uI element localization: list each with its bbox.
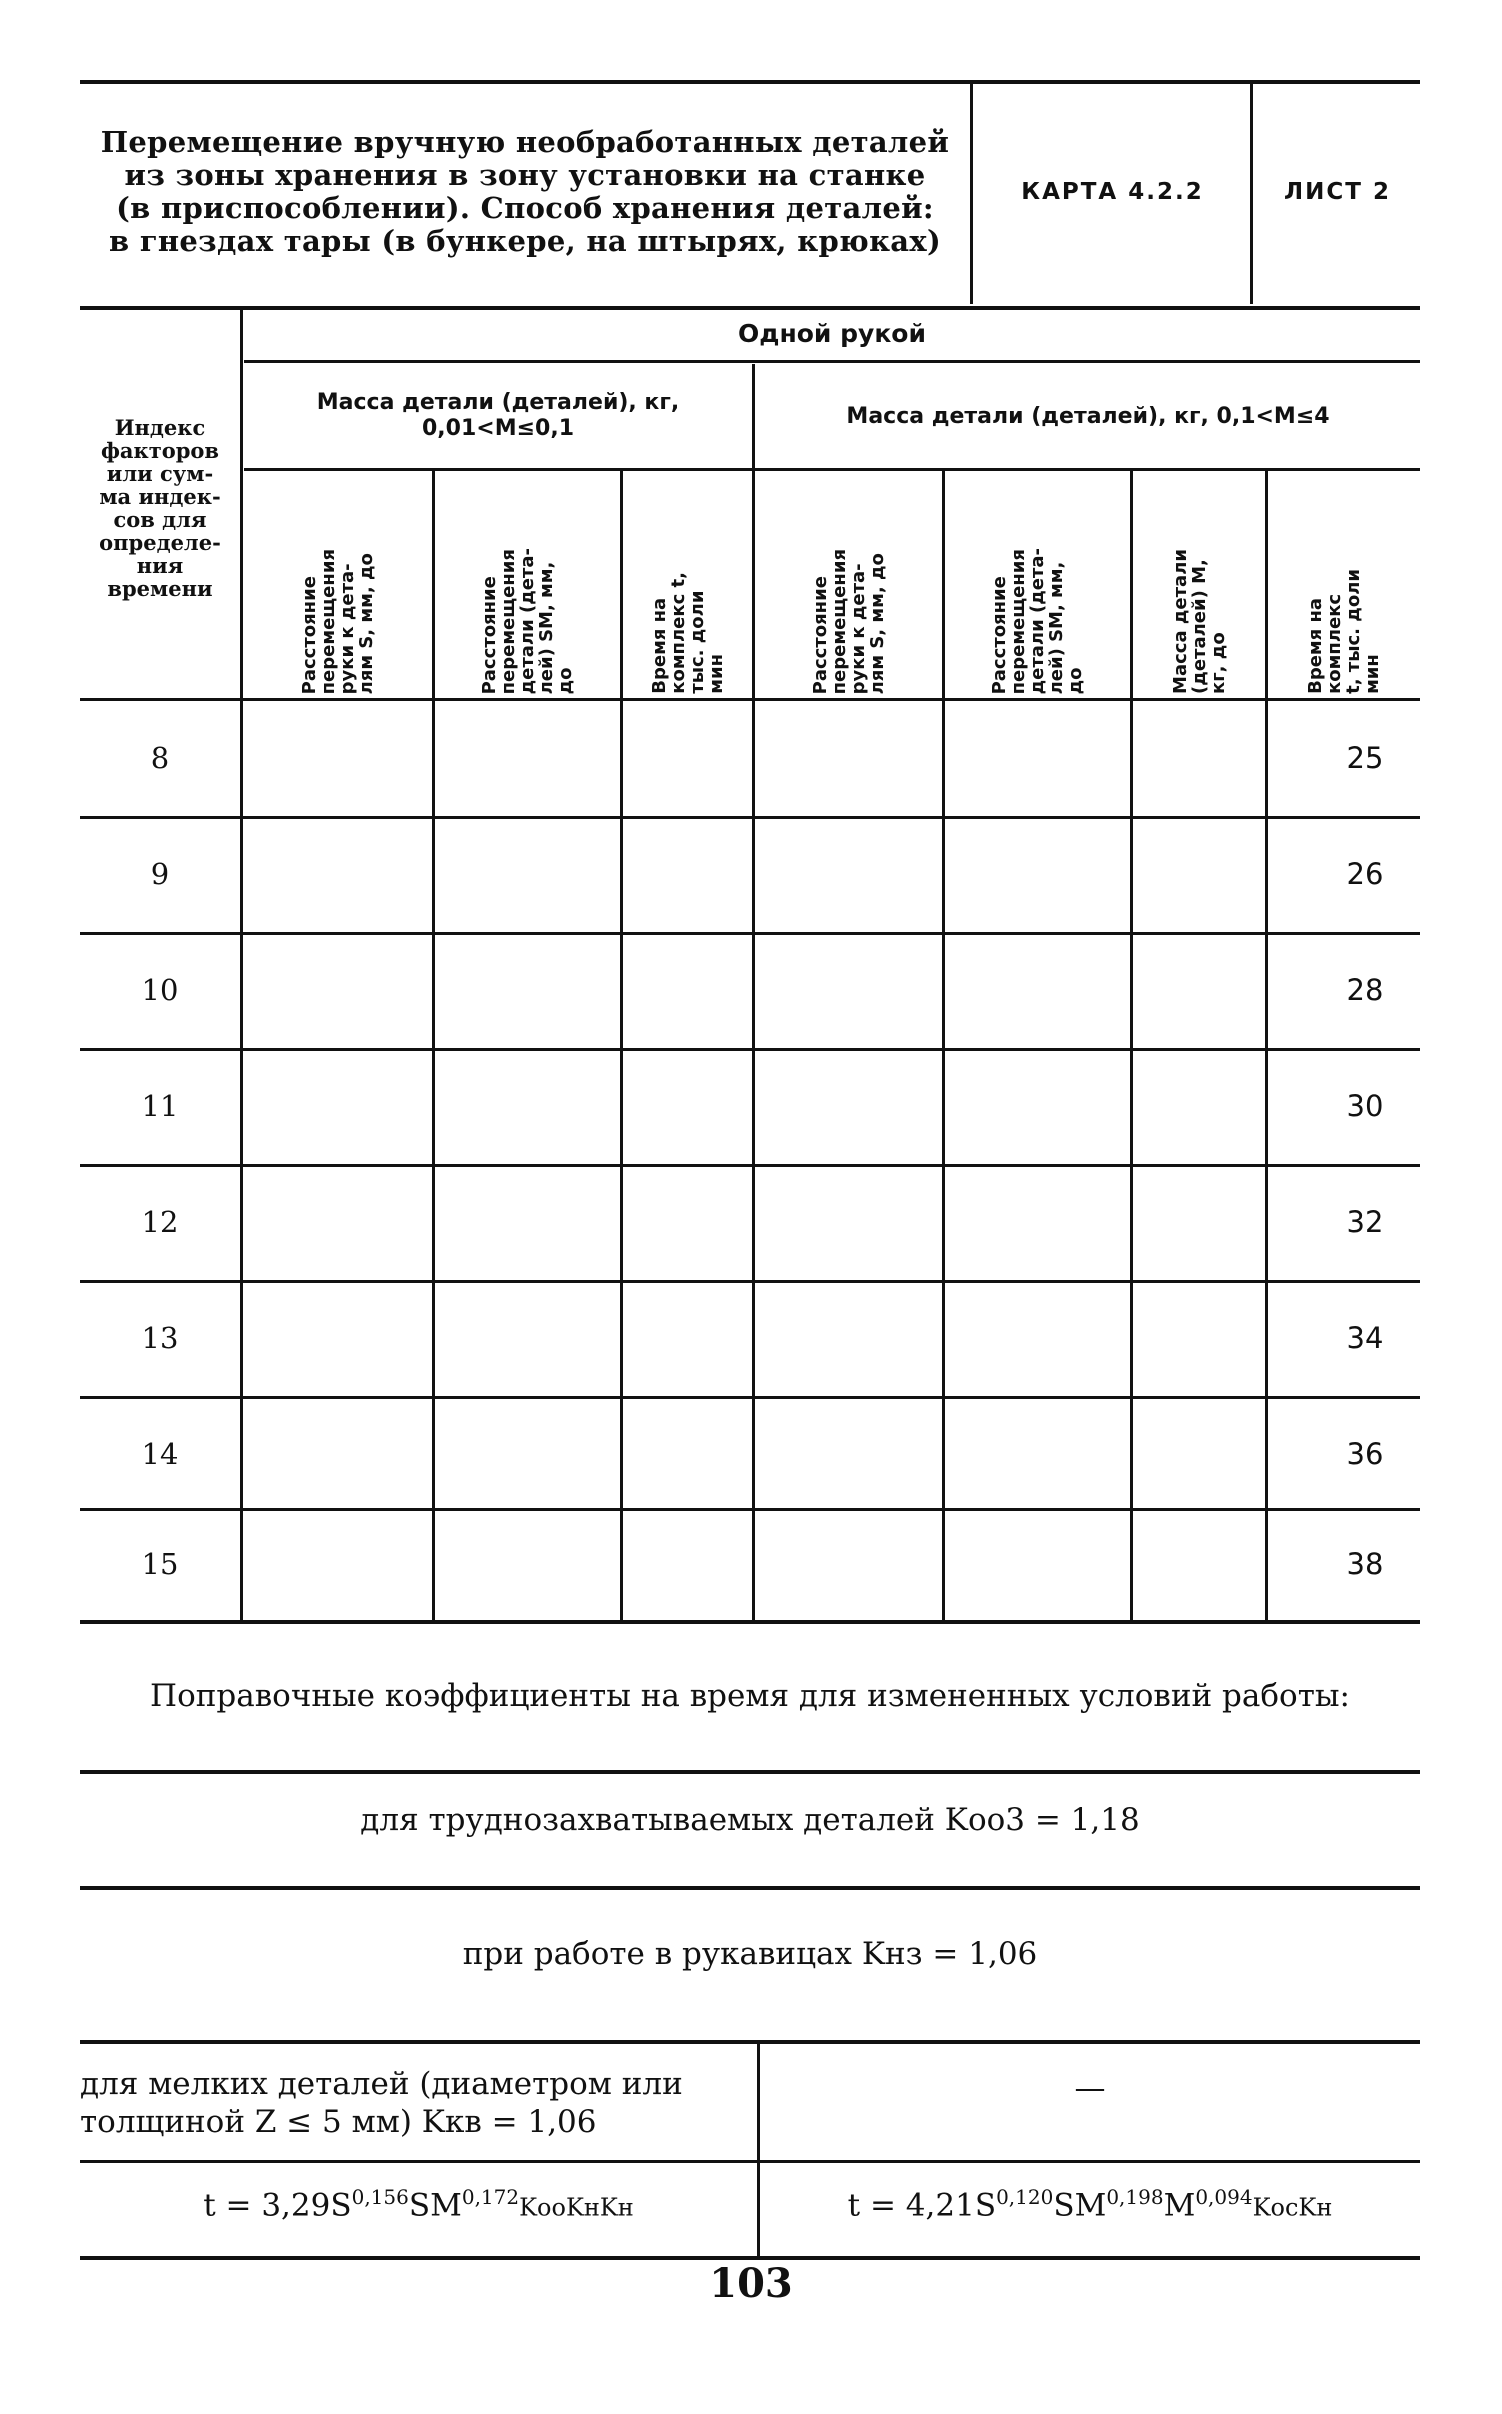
col-header-hand-distance-b: Расстояние перемещения руки к дета- лям S, мм, до: [809, 548, 888, 694]
table-row: [80, 934, 1420, 1046]
table-row: [80, 1282, 1420, 1394]
row-index: 11: [141, 1089, 179, 1123]
table-row: [80, 1050, 1420, 1162]
small-parts-right-value: —: [1074, 2070, 1106, 2106]
table-row: [80, 818, 1420, 930]
one-hand-header: Одной рукой: [738, 318, 926, 348]
row-index: 9: [150, 857, 170, 891]
norms-table: [80, 308, 1420, 1620]
header-divider: [1250, 80, 1253, 304]
rule: [80, 1886, 1420, 1890]
row-index: 10: [141, 973, 179, 1007]
col-header-time-a: Время на комплекс t, тыс. доли мин: [648, 572, 727, 694]
row-time: 25: [1346, 741, 1384, 775]
row-time: 28: [1346, 973, 1384, 1007]
table-row: [80, 1166, 1420, 1278]
formula-left: $t = 3,29S^{0,156}SM^{0,172}KооKнKн$: [203, 2185, 634, 2224]
col-header-part-distance-b: Расстояние перемещения детали (дета- лей) SM, мм, до: [989, 547, 1086, 694]
header-title: Перемещение вручную необработанных деталей из зоны хранения в зону установки на станке (в приспособлении). Способ хранения деталей: в гнездах тары (в бункере, на штырях, крюках): [100, 125, 950, 258]
row-time: 30: [1346, 1089, 1384, 1123]
rule-table-bottom: [80, 1620, 1420, 1624]
table-row: [80, 1398, 1420, 1510]
card-number: КАРТА 4.2.2: [1021, 179, 1204, 205]
row-index: 13: [141, 1321, 179, 1355]
header-rule: [244, 360, 1420, 363]
mass-range-b-header: Масса детали (деталей), кг, 0,1<M≤4: [846, 403, 1330, 429]
row-time: 26: [1346, 857, 1384, 891]
sheet-number: ЛИСТ 2: [1284, 179, 1391, 205]
gloves-coefficient: при работе в рукавицах Kнз = 1,06: [462, 1936, 1038, 1972]
small-parts-coefficient: для мелких деталей (диаметром или толщиной Z ≤ 5 мм) Kкв = 1,06: [80, 2066, 683, 2140]
col-header-part-distance-a: Расстояние перемещения детали (дета- лей) SM, мм, до: [479, 547, 576, 694]
corrections-title: Поправочные коэффициенты на время для измененных условий работы:: [150, 1678, 1350, 1714]
page-number: 103: [709, 2260, 793, 2307]
formula-right: $t = 4,21S^{0,120}SM^{0,198}M^{0,094}KосKн$: [847, 2185, 1333, 2224]
col-header-mass-b: Масса детали (деталей) M, кг, до: [1169, 549, 1229, 694]
hard-to-grip-coefficient: для труднозахватываемых деталей Kоо3 = 1,18: [360, 1802, 1140, 1838]
rule: [80, 2040, 1420, 2044]
rule: [80, 2160, 1420, 2163]
col-header-time-b: Время на комплекс t, тыс. доли мин: [1305, 569, 1383, 694]
row-time: 36: [1346, 1437, 1384, 1471]
header-box: [80, 80, 1420, 304]
header-rule: [244, 468, 1420, 471]
rule: [80, 1770, 1420, 1774]
row-time: 38: [1346, 1547, 1384, 1581]
row-time: 34: [1346, 1321, 1384, 1355]
table-row: [80, 702, 1420, 814]
mass-range-a-header: Масса детали (деталей), кг, 0,01<M≤0,1: [316, 390, 680, 441]
row-index: 14: [141, 1437, 179, 1471]
row-index: 15: [141, 1547, 179, 1581]
row-index: 8: [150, 741, 170, 775]
row-index: 12: [141, 1205, 179, 1239]
header-divider: [970, 80, 973, 304]
header-bottom-rule: [80, 698, 1420, 701]
table-row: [80, 1508, 1420, 1620]
col-header-hand-distance-a: Расстояние перемещения руки к дета- лям S, мм, до: [299, 548, 377, 694]
index-column-header: Индекс факторов или сум- ма индек- сов для определе- ния времени: [99, 415, 221, 601]
row-time: 32: [1346, 1205, 1384, 1239]
